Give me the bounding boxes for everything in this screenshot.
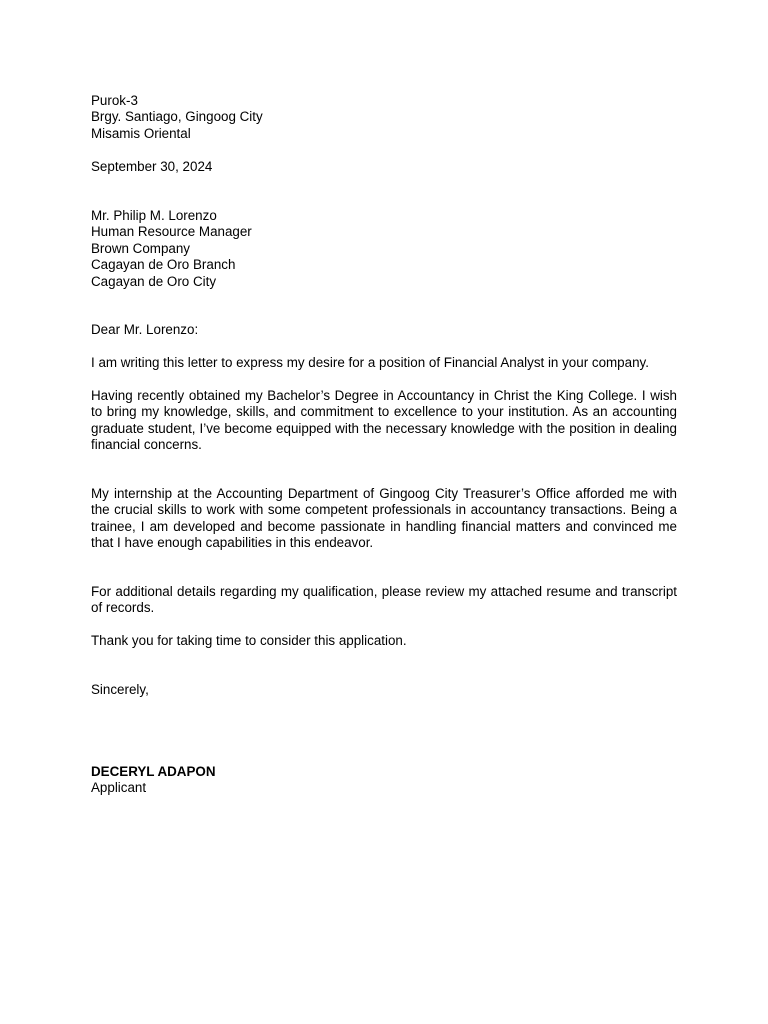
body-paragraph-3: My internship at the Accounting Department of Gingoog City Treasurer’s Office afforded me with the crucial skills to work with some competent professionals in accountancy transactions. Being a trainee, I am developed and become passionate in handling financial matters and convinced me that I have enough capabilities in this endeavor. (91, 486, 677, 551)
recipient-company: Brown Company (91, 240, 190, 256)
body-paragraph-5-text: Thank you for taking time to consider this application. (91, 633, 407, 648)
recipient-title: Human Resource Manager (91, 224, 252, 240)
body-paragraph-2: Having recently obtained my Bachelor’s Degree in Accountancy in Christ the King College. I wish to bring my knowledge, skills, and commitment to excellence to your institution. As an accounting graduate student, I’ve become equipped with the necessary knowledge with the position in dealing financial concerns. (91, 388, 677, 453)
signature-name: DECERYL ADAPON (91, 764, 216, 779)
salutation: Dear Mr. Lorenzo: (91, 322, 199, 337)
letter-date: September 30, 2024 (91, 159, 213, 174)
sender-address-line-1: Purok-3 (91, 93, 138, 108)
body-paragraph-1: I am writing this letter to express my desire for a position of Financial Analyst in your company. (91, 355, 649, 370)
recipient-city: Cagayan de Oro City (91, 273, 217, 289)
recipient-branch: Cagayan de Oro Branch (91, 257, 236, 273)
recipient-address (91, 208, 677, 290)
salutation-block (91, 322, 677, 338)
body-paragraph-4: For additional details regarding my qualification, please review my attached resume and transcript of records. (91, 584, 677, 616)
sender-address-line-3: Misamis Oriental (91, 125, 191, 141)
letter-date-block (91, 159, 677, 175)
sender-address-line-2: Brgy. Santiago, Gingoog City (91, 109, 263, 125)
sender-address (91, 93, 677, 142)
signature-role: Applicant (91, 780, 147, 796)
body-paragraph-5 (91, 633, 677, 649)
signature-block (91, 764, 677, 797)
recipient-name: Mr. Philip M. Lorenzo (91, 208, 217, 223)
closing-block (91, 682, 677, 698)
closing: Sincerely, (91, 682, 149, 697)
